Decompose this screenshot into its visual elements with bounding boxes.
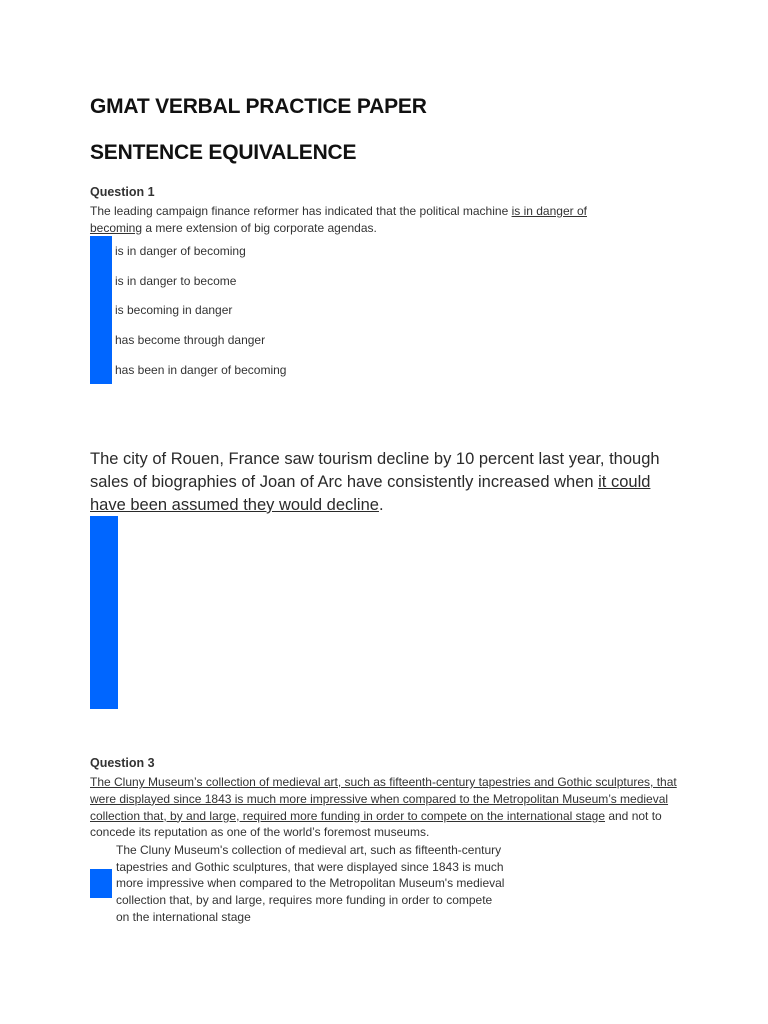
answer-option-e[interactable]: has been in danger of becoming: [115, 362, 287, 377]
question-1-text-before: The leading campaign finance reformer has indicated that the political machine: [90, 204, 512, 218]
answer-option-d[interactable]: has become through danger: [115, 333, 266, 348]
question-3-answer-bar: [90, 869, 112, 898]
question-3-text: [90, 774, 690, 841]
answer-option-a[interactable]: is in danger of becoming: [115, 244, 246, 258]
question-1-options: [115, 243, 286, 391]
question-1-text-after: a mere extension of big corporate agendas.: [142, 220, 377, 235]
question-1-underlined-phrase: is in danger of becoming: [90, 204, 587, 235]
question-2-underlined-phrase: it could have been assumed they would decline: [90, 473, 651, 514]
question-3-answer-option[interactable]: The Cluny Museum's collection of medieval art, such as fifteenth-century tapestries and Gothic sculptures, that were displayed since 1843 is much more impressive when compared to the Metropolitan Museum's medieval collection that, by and large, requires more funding in order to compete on the international stage: [116, 843, 505, 924]
question-1-answer-bar: [90, 236, 112, 384]
document-title: GMAT VERBAL PRACTICE PAPER: [90, 95, 427, 118]
section-title: SENTENCE EQUIVALENCE: [90, 141, 357, 164]
answer-option-c[interactable]: is becoming in danger: [115, 303, 233, 318]
question-2-answer-bar: [90, 516, 118, 709]
question-3-underlined-phrase: The Cluny Museum’s collection of medieval art, such as fifteenth-century tapestries and Gothic sculptures, that were displayed since 1843 is much more impressive when compared to the Metropolitan Museum’s medieval collection that, by and large, required more funding in order to compete on the international stage: [90, 775, 677, 823]
question-2-text-after: .: [378, 496, 384, 514]
question-2-text-before: The city of Rouen, France saw tourism decline by 10 percent last year, though sales of biographies of Joan of Arc have consistently increased when: [90, 450, 660, 491]
answer-option-b[interactable]: is in danger to become: [115, 273, 237, 288]
question-1-text: [90, 203, 630, 237]
question-2-text: [90, 448, 690, 517]
question-1-heading: Question 1: [90, 185, 155, 199]
question-3-text-after: and not to concede its reputation as one of the world’s foremost museums.: [90, 808, 662, 840]
question-3-heading: Question 3: [90, 756, 155, 770]
